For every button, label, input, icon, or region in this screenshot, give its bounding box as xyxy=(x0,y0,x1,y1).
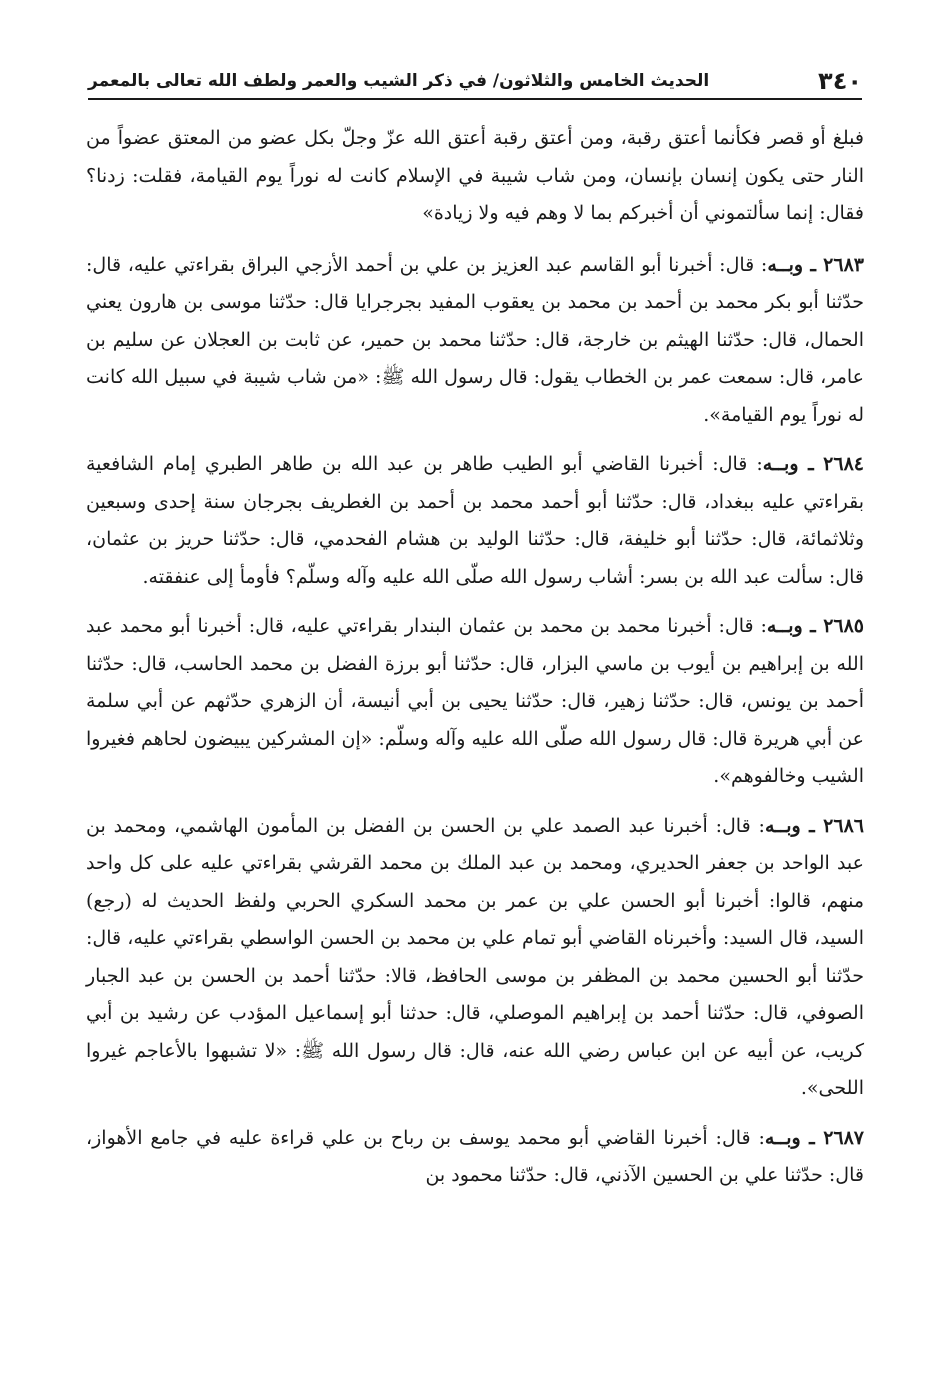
hadith-paragraph-2684 xyxy=(86,446,864,596)
page-body xyxy=(86,120,864,1207)
hadith-dash: ـ xyxy=(800,814,824,837)
page-number: ٣٤٠ xyxy=(818,67,862,95)
hadith-number: ٢٦٨٥ xyxy=(823,615,865,637)
hadith-number: ٢٦٨٧ xyxy=(823,1126,865,1149)
hadith-paragraph-2687 xyxy=(86,1120,864,1195)
continuation-paragraph xyxy=(86,120,864,233)
hadith-dash: ـ xyxy=(803,253,824,276)
paragraph-text: فبلغ أو قصر فكأنما أعتق رقبة، ومن أعتق رقبة أعتق الله عزّ وجلّ بكل عضو من المعتق عضواً من النار حتى يكون إنسان بإنسان، ومن شاب شيبة في الإسلام كانت له نوراً يوم القيامة، فقلت: زدنا؟ فقال: إنما سألتموني أن أخبركم بما لا وهم فيه ولا زيادة» xyxy=(86,127,864,224)
page-header xyxy=(88,64,862,100)
hadith-dash: ـ xyxy=(798,453,824,475)
hadith-paragraph-2683 xyxy=(86,247,864,435)
paragraph-text: : قال: أخبرنا القاضي أبو محمد يوسف بن رباح بن علي قراءة عليه في جامع الأهواز، قال: حدّثنا علي بن الحسين الآذني، قال: حدّثنا محمود بن xyxy=(86,1126,864,1186)
paragraph-text: : قال: أخبرنا محمد بن محمد بن عثمان البندار بقراءتي عليه، قال: أخبرنا أبو محمد عبد الله بن إبراهيم بن أيوب بن ماسي البزار، قال: حدّثنا أبو برزة الفضل بن محمد الحاسب، قال: حدّثنا أحمد بن يونس، قال: حدّثنا زهير، قال: حدّثنا يحيى بن أبي أنيسة، أن الزهري حدّثهم عن أبي سلمة عن أبي هريرة قال: قال رسول الله صلّى الله عليه وآله وسلّم: «إن المشركين يبيضون لحاهم فغيروا الشيب وخالفوهم». xyxy=(86,615,864,787)
hadith-dash: ـ xyxy=(800,1126,824,1149)
hadith-number: ٢٦٨٣ xyxy=(823,253,864,276)
hadith-number: ٢٦٨٦ xyxy=(823,814,864,837)
hadith-dash: ـ xyxy=(802,615,824,637)
paragraph-text: : قال: أخبرنا عبد الصمد علي بن الحسن بن الفضل بن المأمون الهاشمي، ومحمد بن عبد الواحد بن جعفر الحديري، ومحمد بن عبد الملك بن محمد القرشي بقراءتي عليه على كل واحد منهم، قالوا: أخبرنا أبو الحسن علي بن عمر بن محمد السكري الحربي ولفظ الحديث له (رجع) السيد، قال السيد: وأخبرناه القاضي أبو تمام علي بن محمد بن الحسن الواسطي بقراءتي عليه، قال: حدّثنا أبو الحسين محمد بن المظفر بن موسى الحافظ، قالا: حدّثنا أحمد بن الحسن بن عبد الجبار الصوفي، قال: حدّثنا أحمد بن إبراهيم الموصلي، قال: حدثنا أبو إسماعيل المؤدب عن رشيد بن أبي كريب، عن أبيه عن ابن عباس رضي الله عنه، قال: قال رسول الله ﷺ: «لا تشبهوا بالأعاجم غيروا اللحى». xyxy=(86,814,865,1099)
hadith-paragraph-2685 xyxy=(86,608,864,796)
running-title: الحديث الخامس والثلاثون/ في ذكر الشيب والعمر ولطف الله تعالى بالمعمر xyxy=(88,71,710,91)
hadith-wabihi: وبــه xyxy=(762,453,799,475)
hadith-wabihi: وبــه xyxy=(766,615,803,637)
hadith-wabihi: وبــه xyxy=(764,1126,801,1149)
hadith-number: ٢٦٨٤ xyxy=(823,453,864,475)
hadith-wabihi: وبــه xyxy=(764,814,801,837)
paragraph-text: : قال: أخبرنا القاضي أبو الطيب طاهر بن عبد الله بن طاهر الطبري إمام الشافعية بقراءتي عليه ببغداد، قال: حدّثنا أبو أحمد محمد بن أحمد بن الغطريف بجرجان سنة إحدى وسبعين وثلاثمائة، قال: حدّثنا أبو خليفة، قال: حدّثنا الوليد بن هشام الفحدمي، قال: حدّثنا حريز بن عثمان، قال: سألت عبد الله بن بسر: أشاب رسول الله صلّى الله عليه وآله وسلّم؟ فأومأ إلى عنفقته. xyxy=(86,453,864,588)
hadith-paragraph-2686 xyxy=(86,808,864,1108)
paragraph-text: : قال: أخبرنا أبو القاسم عبد العزيز بن علي بن أحمد الأزجي البراق بقراءتي عليه، قال: حدّثنا أبو بكر محمد بن أحمد بن محمد بن يعقوب المفيد بجرجرايا قال: حدّثنا موسى بن هارون يعني الحمال، قال: حدّثنا الهيثم بن خارجة، قال: حدّثنا محمد بن حمير، عن ثابت بن العجلان عن سليم بن عامر، قال: سمعت عمر بن الخطاب يقول: قال رسول الله ﷺ: «من شاب شيبة في سبيل الله كانت له نوراً يوم القيامة». xyxy=(86,253,864,426)
hadith-wabihi: وبــه xyxy=(767,253,804,276)
